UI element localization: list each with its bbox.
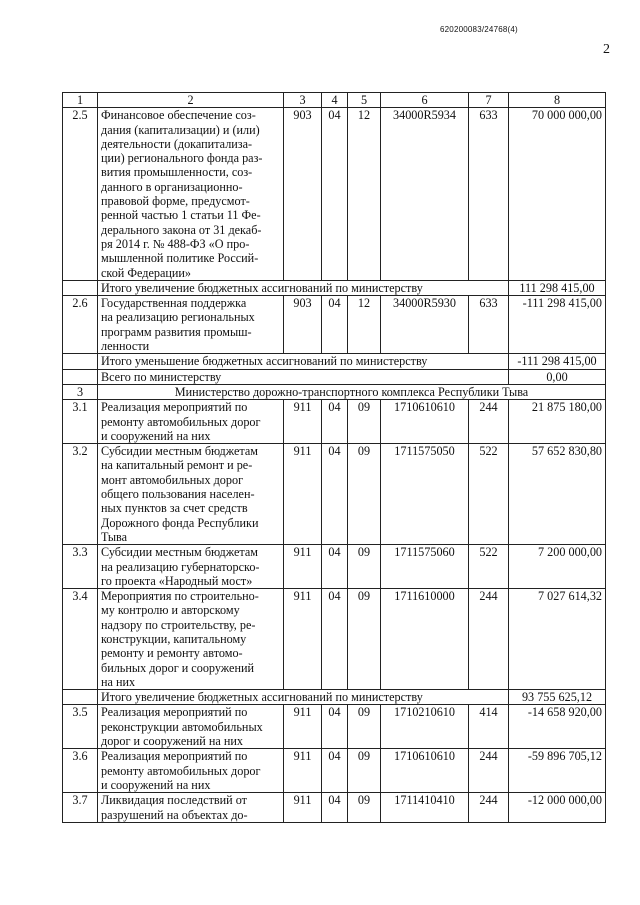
item-name: Реализация мероприятий по ремонту автомобильных дорог и сооружений на них <box>98 400 284 444</box>
amount: 57 652 830,80 <box>509 444 606 545</box>
expense-type-code: 244 <box>469 749 509 793</box>
expense-type-code: 522 <box>469 444 509 545</box>
item-row <box>63 705 606 749</box>
header-cell: 8 <box>509 93 606 108</box>
ministry-code: 911 <box>284 400 322 444</box>
target-article-code: 1710210610 <box>381 705 469 749</box>
empty-cell <box>63 690 98 705</box>
row-number: 3.2 <box>63 444 98 545</box>
subsection-code: 09 <box>348 545 381 589</box>
section-code: 04 <box>322 793 348 823</box>
total-amount: 0,00 <box>509 369 606 384</box>
row-number: 2.5 <box>63 108 98 281</box>
row-number: 3.3 <box>63 545 98 589</box>
amount: -12 000 000,00 <box>509 793 606 823</box>
subsection-code: 09 <box>348 589 381 690</box>
target-article-code: 1711410410 <box>381 793 469 823</box>
item-name: Субсидии местным бюджетам на капитальный ремонт и ре- монт автомобильных дорог общего пользования населен- ных пунктов за счет средств Дорожного фонда Республики Тыва <box>98 444 284 545</box>
header-cell: 1 <box>63 93 98 108</box>
empty-cell <box>63 354 98 369</box>
amount: 21 875 180,00 <box>509 400 606 444</box>
total-row <box>63 354 606 369</box>
target-article-code: 1711575060 <box>381 545 469 589</box>
total-amount: -111 298 415,00 <box>509 354 606 369</box>
document-id: 620200083/24768(4) <box>440 25 518 34</box>
item-name: Ликвидация последствий от разрушений на объектах до- <box>98 793 284 823</box>
section-code: 04 <box>322 444 348 545</box>
header-cell: 5 <box>348 93 381 108</box>
item-row <box>63 400 606 444</box>
item-name: Реализация мероприятий по реконструкции автомобильных дорог и сооружений на них <box>98 705 284 749</box>
row-number: 3.4 <box>63 589 98 690</box>
section-row <box>63 384 606 399</box>
section-code: 04 <box>322 705 348 749</box>
page-number: 2 <box>603 42 610 57</box>
total-amount: 111 298 415,00 <box>509 280 606 295</box>
subsection-code: 09 <box>348 444 381 545</box>
row-number: 3.1 <box>63 400 98 444</box>
target-article-code: 1711575050 <box>381 444 469 545</box>
ministry-code: 911 <box>284 705 322 749</box>
subsection-code: 09 <box>348 705 381 749</box>
amount: 7 200 000,00 <box>509 545 606 589</box>
section-code: 04 <box>322 296 348 354</box>
item-row <box>63 589 606 690</box>
header-cell: 2 <box>98 93 284 108</box>
ministry-code: 911 <box>284 545 322 589</box>
amount: -59 896 705,12 <box>509 749 606 793</box>
item-name: Финансовое обеспечение соз- дания (капитализации) и (или) деятельности (докапитализа- ции) регионального фонда раз- вития промышленности, соз- данного в организационно- правовой форме, предусмот- ренной частью 1 статьи 11 Фе- дерального закона от 31 декаб- ря 2014 г. № 488-ФЗ «О про- мышленной политике Россий- ской Федерации» <box>98 108 284 281</box>
item-name: Государственная поддержка на реализацию региональных программ развития промыш- ленности <box>98 296 284 354</box>
subsection-code: 12 <box>348 296 381 354</box>
subsection-code: 12 <box>348 108 381 281</box>
section-code: 04 <box>322 545 348 589</box>
ministry-code: 903 <box>284 296 322 354</box>
header-cell: 6 <box>381 93 469 108</box>
header-cell: 7 <box>469 93 509 108</box>
row-number: 3.6 <box>63 749 98 793</box>
item-row <box>63 296 606 354</box>
total-row <box>63 369 606 384</box>
amount: 70 000 000,00 <box>509 108 606 281</box>
ministry-code: 911 <box>284 793 322 823</box>
empty-cell <box>63 369 98 384</box>
total-row <box>63 280 606 295</box>
row-number: 2.6 <box>63 296 98 354</box>
expense-type-code: 244 <box>469 589 509 690</box>
expense-type-code: 522 <box>469 545 509 589</box>
ministry-code: 903 <box>284 108 322 281</box>
amount: 7 027 614,32 <box>509 589 606 690</box>
ministry-code: 911 <box>284 589 322 690</box>
subsection-code: 09 <box>348 793 381 823</box>
total-label: Итого увеличение бюджетных ассигнований по министерству <box>98 280 509 295</box>
section-code: 04 <box>322 400 348 444</box>
expense-type-code: 414 <box>469 705 509 749</box>
empty-cell <box>63 280 98 295</box>
section-title: Министерство дорожно-транспортного комплекса Республики Тыва <box>98 384 606 399</box>
total-label: Всего по министерству <box>98 369 509 384</box>
expense-type-code: 244 <box>469 400 509 444</box>
item-row <box>63 749 606 793</box>
item-name: Субсидии местным бюджетам на реализацию губернаторско- го проекта «Народный мост» <box>98 545 284 589</box>
item-row <box>63 444 606 545</box>
amount: -111 298 415,00 <box>509 296 606 354</box>
expense-type-code: 244 <box>469 793 509 823</box>
amount: -14 658 920,00 <box>509 705 606 749</box>
item-name: Мероприятия по строительно- му контролю и авторскому надзору по строительству, ре- конструкции, капитальному ремонту и ремонту автомо- бильных дорог и сооружений на них <box>98 589 284 690</box>
item-row <box>63 545 606 589</box>
header-cell: 4 <box>322 93 348 108</box>
subsection-code: 09 <box>348 749 381 793</box>
ministry-code: 911 <box>284 749 322 793</box>
total-label: Итого увеличение бюджетных ассигнований по министерству <box>98 690 509 705</box>
section-code: 04 <box>322 108 348 281</box>
target-article-code: 1710610610 <box>381 400 469 444</box>
section-code: 04 <box>322 749 348 793</box>
header-cell: 3 <box>284 93 322 108</box>
ministry-code: 911 <box>284 444 322 545</box>
expense-type-code: 633 <box>469 296 509 354</box>
target-article-code: 1711610000 <box>381 589 469 690</box>
expense-type-code: 633 <box>469 108 509 281</box>
header-row <box>63 93 606 108</box>
row-number: 3.7 <box>63 793 98 823</box>
target-article-code: 34000R5930 <box>381 296 469 354</box>
subsection-code: 09 <box>348 400 381 444</box>
section-code: 04 <box>322 589 348 690</box>
section-number: 3 <box>63 384 98 399</box>
budget-table <box>62 92 606 823</box>
item-row <box>63 793 606 823</box>
total-row <box>63 690 606 705</box>
total-amount: 93 755 625,12 <box>509 690 606 705</box>
total-label: Итого уменьшение бюджетных ассигнований по министерству <box>98 354 509 369</box>
target-article-code: 34000R5934 <box>381 108 469 281</box>
item-row <box>63 108 606 281</box>
row-number: 3.5 <box>63 705 98 749</box>
item-name: Реализация мероприятий по ремонту автомобильных дорог и сооружений на них <box>98 749 284 793</box>
target-article-code: 1710610610 <box>381 749 469 793</box>
